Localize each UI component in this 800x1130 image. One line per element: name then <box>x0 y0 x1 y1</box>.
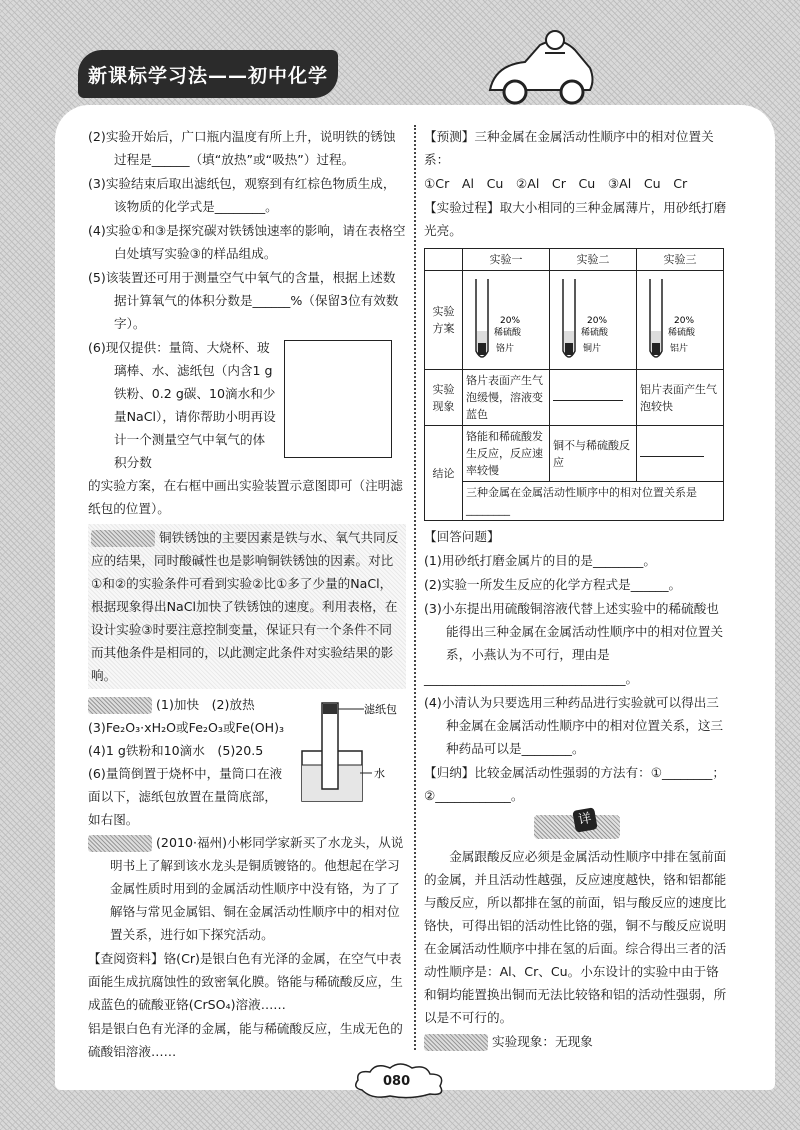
question-4: (4)实验①和③是探究碳对铁锈蚀速率的影响，请在表格空白处填写实验③的样品组成。 <box>88 223 406 261</box>
car-mascot-icon <box>480 20 600 110</box>
table-header-cell: 实验三 <box>637 249 724 271</box>
question-2: (2)实验开始后，广口瓶内温度有所上升，说明铁的锈蚀过程是______（填“放热”或“吸热”）过程。 <box>88 129 396 167</box>
summary-line: 【归纳】比较金属活动性强弱的方法有：①________；②____________。 <box>424 765 725 803</box>
example-intro-text: (2010·福州)小彬同学家新买了水龙头，从说明书上了解到该水龙头是铜质镀铬的。他想起在学习金属性质时用到的金属活动性顺序中没有铬，为了了解铬与常见金属铝、铜在金属活动性顺序中的相对位置关系，进行如下探究活动。 <box>110 835 404 942</box>
table-header-cell <box>425 249 463 271</box>
predict-line-2: ①Cr Al Cu ②Al Cr Cu ③Al Cu Cr <box>424 176 688 191</box>
question-5: (5)该装置还可用于测量空气中氧气的含量，根据上述数据计算氧气的体积分数是______%（保留3位有效数字）。 <box>88 270 399 331</box>
question-6a: (6)现仅提供：量筒、大烧杯、玻璃棒、水、滤纸包（内含1 g铁粉、0.2 g碳、10滴水和少量NaCl），请你帮助小明再设计一个测量空气中氧气的体积分数 <box>88 340 276 470</box>
row-label-conclusion: 结论 <box>425 426 463 521</box>
acid-percent: 20% <box>674 316 695 326</box>
questions-head: 【回答问题】 <box>424 529 500 544</box>
right-column <box>424 125 730 1054</box>
header-bar <box>78 50 338 98</box>
question-6-row <box>88 336 406 474</box>
acid-percent: 20% <box>587 316 608 326</box>
table-row <box>425 271 724 370</box>
detail-tag-icon <box>534 810 620 839</box>
last-line-text: 实验现象：无现象 <box>492 1034 593 1049</box>
answer-question-4: (4)小清认为只要选用三种药品进行实验就可以得出三种金属在金属活动性顺序中的相对位置关系，这三种药品可以是________。 <box>424 695 724 756</box>
table-row <box>425 370 724 426</box>
table-row <box>425 482 724 521</box>
result-tag-icon <box>424 1034 488 1051</box>
left-column <box>88 125 406 1064</box>
analysis-block <box>88 524 406 689</box>
test-tube-icon <box>553 273 633 367</box>
phenomenon-1: 铬片表面产生气泡缓慢，溶液变蓝色 <box>463 370 550 426</box>
apparatus-diagram <box>294 693 400 811</box>
question-6b: 的实验方案，在右框中画出实验装置示意图即可（注明滤纸包的位置）。 <box>88 478 403 516</box>
test-tube-icon <box>466 273 546 367</box>
process-line: 【实验过程】取大小相同的三种金属薄片，用砂纸打磨光亮。 <box>424 200 727 238</box>
tube-cell <box>637 271 724 370</box>
acid-name: 稀硫酸 <box>668 328 696 338</box>
metal-label: 铝片 <box>670 344 689 354</box>
example-tag-icon <box>88 835 152 852</box>
answer-question-1: (1)用砂纸打磨金属片的目的是________。 <box>424 553 656 568</box>
example-data-1: 【查阅资料】铬(Cr)是银白色有光泽的金属，在空气中表面能生成抗腐蚀性的致密氧化膜。铬能与稀硫酸反应，生成蓝色的硫酸亚铬(CrSO₄)溶液…… <box>88 951 403 1012</box>
phenomenon-3: 铝片表面产生气泡较快 <box>637 370 724 426</box>
conclusion-final: 三种金属在金属活动性顺序中的相对位置关系是________ <box>463 482 724 521</box>
detail-char: 详 <box>572 807 597 832</box>
answer-question-3-blank: ________________________________。 <box>424 671 639 686</box>
acid-name: 稀硫酸 <box>494 328 522 338</box>
question-3: (3)实验结束后取出滤纸包，观察到有红棕色物质生成，该物质的化学式是________。 <box>88 176 396 214</box>
analysis-text: 铜铁锈蚀的主要因素是铁与水、氧气共同反应的结果，同时酸碱性也是影响铜铁锈蚀的因素。对比①和②的实验条件可看到实验②比①多了少量的NaCl，根据现象得出NaCl加快了铁锈蚀的速度。利用表格，在设计实验③时要注意控制变量，保证只有一个条件不同而其他条件是相同的，以此测定此条件对实验结果的影响。 <box>91 530 399 683</box>
test-tube-icon <box>640 273 720 367</box>
phenomenon-2 <box>550 370 637 426</box>
predict-line-1: 【预测】三种金属在金属活动性顺序中的相对位置关系： <box>424 129 714 167</box>
example-data-2: 铝是银白色有光泽的金属，能与稀硫酸反应，生成无色的硫酸铝溶液…… <box>88 1021 403 1059</box>
detail-title <box>424 810 730 839</box>
answer-question-3: (3)小东提出用硫酸铜溶液代替上述实验中的稀硫酸也能得出三种金属在金属活动性顺序中的相对位置关系，小燕认为不可行，理由是 <box>424 601 724 662</box>
table-row <box>425 426 724 482</box>
label-water: 水 <box>374 767 385 780</box>
acid-name: 稀硫酸 <box>581 328 609 338</box>
conclusion-2: 铜不与稀硫酸反应 <box>550 426 637 482</box>
label-filter: 滤纸包 <box>364 703 397 716</box>
column-divider <box>414 125 416 1050</box>
answer-question-2: (2)实验一所发生反应的化学方程式是______。 <box>424 577 682 592</box>
header-title: 新课标学习法——初中化学 <box>87 64 328 87</box>
metal-label: 铬片 <box>496 344 515 354</box>
row-label-phenomenon: 实验现象 <box>425 370 463 426</box>
conclusion-1: 铬能和稀硫酸发生反应，反应速率较慢 <box>463 426 550 482</box>
tube-cell <box>550 271 637 370</box>
conclusion-3 <box>637 426 724 482</box>
answer-row <box>88 693 406 831</box>
page-number: 080 <box>383 1074 411 1089</box>
experiment-table <box>424 248 724 521</box>
table-header-cell: 实验一 <box>463 249 550 271</box>
detail-paragraph: 金属跟酸反应必须是金属活动性顺序中排在氢前面的金属，并且活动性越强，反应速度越快，铬和铝都能与酸反应，所以都排在氢的前面，铝与酸反应的速度比铬快，可得出铝的活动性比铬的强，铜不与酸反应说明在金属活动性顺序中排在氢的后面。综合得出三者的活动性顺序是：Al、Cr、Cu。小东设计的实验中由于铬和铜均能置换出铜而无法比较铬和铝的活动性强弱，所以是不可行的。 <box>424 849 727 1025</box>
last-line <box>424 1030 730 1053</box>
analysis-tag-icon <box>91 530 155 547</box>
row-label-plan: 实验方案 <box>425 271 463 370</box>
answer-tag-icon <box>88 697 152 714</box>
tube-cell <box>463 271 550 370</box>
metal-label: 铜片 <box>583 344 602 354</box>
answer-block <box>88 693 297 831</box>
acid-percent: 20% <box>500 316 521 326</box>
example-intro <box>88 831 406 946</box>
table-header-row <box>425 249 724 271</box>
table-header-cell: 实验二 <box>550 249 637 271</box>
answer-text: (1)加快 (2)放热 (3)Fe₂O₃·xH₂O或Fe₂O₃或Fe(OH)₃ (4)1 g铁粉和10滴水 (5)20.5 (6)量筒倒置于烧杯中，量筒口在液面以下，滤纸包放置在量筒底部，如右图。 <box>88 697 297 827</box>
drawing-box <box>284 340 392 458</box>
